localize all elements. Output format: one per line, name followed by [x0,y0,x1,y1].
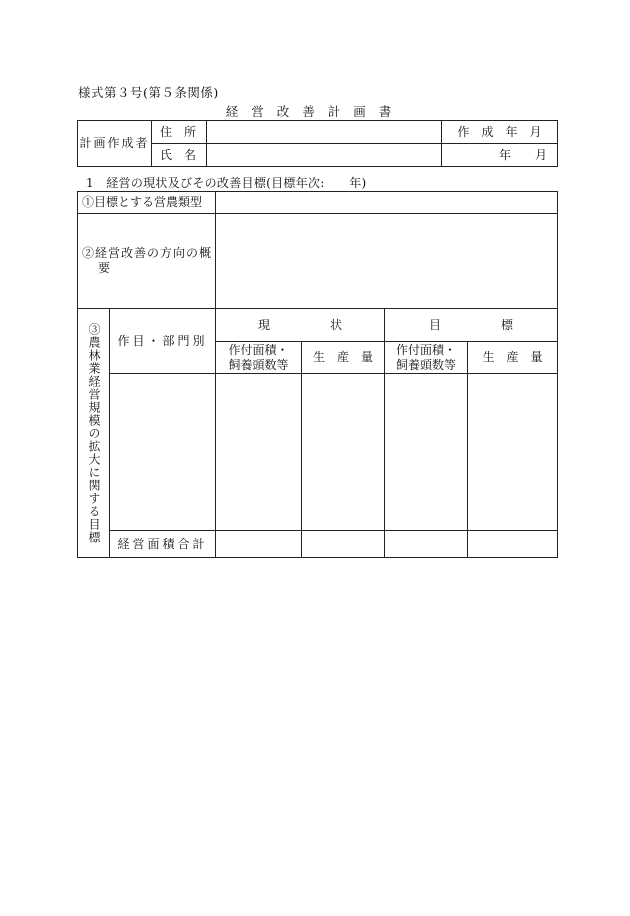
form-number: 様式第３号(第５条関係) [78,85,219,100]
current-production-entries[interactable] [302,374,385,531]
section-1-heading: 1 経営の現状及びその改善目標(目標年次: 年) [86,176,367,190]
direction-field[interactable] [216,214,558,309]
target-type-field[interactable] [216,192,558,214]
improvement-table [77,191,558,558]
current-production-label: 生 産 量 [302,342,385,374]
created-year-month-label: 作 成 年 月 [442,121,558,144]
document-title: 経営改善計画書 [225,104,405,119]
total-area-label: 経営面積合計 [110,531,216,558]
goal-area-label: 作付面積・ 飼養頭数等 [385,342,468,374]
goal-label: 目 標 [385,309,558,342]
total-goal-area[interactable] [385,531,468,558]
name-field[interactable] [207,144,442,167]
total-current-area[interactable] [216,531,302,558]
direction-label-line1: ②経営改善の方向の概 [82,246,213,260]
direction-label-line2: 要 [98,261,111,275]
address-field[interactable] [207,121,442,144]
current-label: 現 状 [216,309,385,342]
total-current-production[interactable] [302,531,385,558]
planner-label: 計画作成者 [78,121,152,167]
name-label: 氏 名 [152,144,207,167]
address-label: 住 所 [152,121,207,144]
crop-label: 作目・部門別 [110,309,216,374]
total-goal-production[interactable] [468,531,558,558]
target-type-label: ①目標とする営農類型 [78,192,216,214]
created-year-month-field[interactable]: 年 月 [442,144,558,167]
direction-label [78,214,216,309]
crop-entries[interactable] [110,374,216,531]
current-area-label: 作付面積・ 飼養頭数等 [216,342,302,374]
current-area-entries[interactable] [216,374,302,531]
expansion-label: ③農林業経営規模の拡大に関する目標 [78,309,110,558]
goal-area-entries[interactable] [385,374,468,531]
goal-production-label: 生 産 量 [468,342,558,374]
planner-table [77,120,558,167]
goal-production-entries[interactable] [468,374,558,531]
